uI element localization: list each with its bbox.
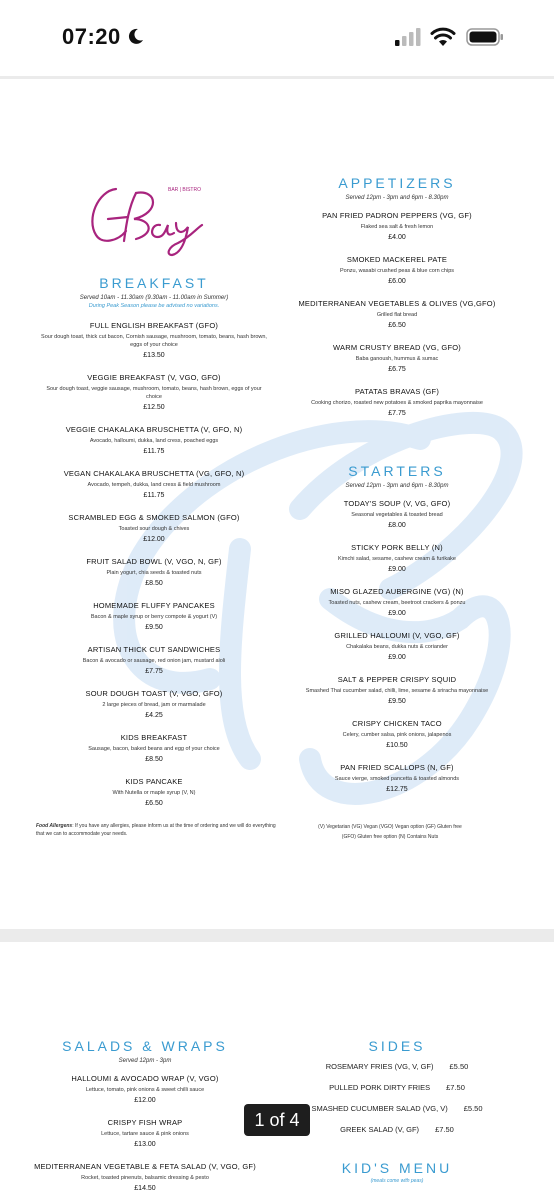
menu-item [30, 645, 278, 675]
salads-served: Served 12pm - 3pm [118, 1058, 172, 1064]
item-name: STICKY PORK BELLY (N) [351, 543, 443, 552]
item-desc: Flaked sea salt & fresh lemon [360, 224, 434, 230]
allergen-notice [36, 822, 276, 838]
kids-menu-note: (meals come with peas) [370, 1178, 424, 1184]
breakfast-section [30, 275, 278, 807]
side-price: £5.50 [463, 1104, 483, 1113]
allergen-text: : If you have any allergies, please inform us at the time of ordering and we will do everything that we can to accommodate your needs. [36, 823, 276, 837]
item-price: £8.50 [145, 580, 163, 587]
item-price: £13.50 [143, 352, 165, 359]
menu-item [272, 587, 522, 617]
menu-item [272, 631, 522, 661]
item-desc: Celery, cumber salsa, pink onions, jalapenos [342, 732, 452, 738]
item-desc: Toasted nuts, cashew cream, beetroot crackers & ponzu [328, 600, 466, 606]
item-desc: Toasted sour dough & chives [118, 526, 190, 532]
item-price: £12.00 [134, 1097, 156, 1104]
salads-title: SALADS & WRAPS [62, 1038, 228, 1054]
item-name: VEGGIE CHAKALAKA BRUSCHETTA (V, GFO, N) [65, 425, 243, 434]
side-item [290, 1083, 504, 1092]
item-price: £6.50 [388, 322, 406, 329]
item-name: PATATAS BRAVAS (GF) [354, 387, 440, 396]
item-name: TODAY'S SOUP (V, VG, GFO) [343, 499, 451, 508]
item-desc: Smashed Thai cucumber salad, chilli, lime, sesame & sriracha mayonnaise [305, 688, 489, 694]
status-bar [0, 0, 554, 76]
item-desc: Rocket, toasted pinenuts, balsamic dressing & pesto [81, 1175, 209, 1181]
item-price: £7.75 [388, 410, 406, 417]
item-name: PAN FRIED PADRON PEPPERS (VG, GF) [322, 211, 472, 220]
menu-item [30, 601, 278, 631]
item-price: £12.75 [386, 786, 408, 793]
starters-title: STARTERS [348, 463, 446, 479]
side-item [290, 1104, 504, 1113]
menu-item [20, 1162, 270, 1192]
item-name: HALLOUMI & AVOCADO WRAP (V, VGO) [71, 1074, 219, 1083]
item-price: £14.50 [134, 1185, 156, 1192]
item-desc: Sour dough toast, thick cut bacon, Cornish sausage, mushroom, tomato, beans, hash brown, eggs of your choice [41, 334, 267, 348]
menu-item [272, 543, 522, 573]
menu-item [272, 211, 522, 241]
salads-section [20, 1038, 270, 1192]
side-name: PULLED PORK DIRTY FRIES [329, 1083, 431, 1092]
item-name: GRILLED HALLOUMI (V, VGO, GF) [334, 631, 460, 640]
menu-item [30, 425, 278, 455]
menu-item [30, 557, 278, 587]
item-desc: Lettuce, tomato, pink onions & sweet chilli sauce [85, 1087, 205, 1093]
item-name: PAN FRIED SCALLOPS (N, GF) [340, 763, 454, 772]
menu-page-1 [0, 79, 554, 929]
item-name: MEDITERRANEAN VEGETABLES & OLIVES (VG,GFO) [298, 299, 496, 308]
breakfast-note: During Peak Season please be advised no variations. [88, 303, 220, 309]
item-price: £13.00 [134, 1141, 156, 1148]
item-desc: Cooking chorizo, roasted new potatoes & smoked paprika mayonnaise [311, 400, 483, 406]
item-desc: Sauce vierge, smoked pancetta & toasted almonds [334, 776, 460, 782]
menu-item [20, 1118, 270, 1148]
menu-item [272, 299, 522, 329]
moon-icon [127, 27, 145, 45]
menu-item [272, 675, 522, 705]
item-price: £8.50 [145, 756, 163, 763]
menu-item [20, 1074, 270, 1104]
allergen-label: Food Allergens [36, 823, 73, 829]
item-desc: Seasonal vegetables & toasted bread [351, 512, 443, 518]
menu-item [30, 733, 278, 763]
starters-section [272, 463, 522, 793]
breakfast-served: Served 10am - 11.30am (9.30am - 11.00am in Summer) [79, 295, 229, 301]
item-name: ARTISAN THICK CUT SANDWICHES [87, 645, 221, 654]
item-price: £6.75 [388, 366, 406, 373]
item-name: CRISPY CHICKEN TACO [352, 719, 442, 728]
kids-menu-title: KID'S MENU [341, 1160, 453, 1176]
menu-item [30, 777, 278, 807]
item-price: £9.00 [388, 654, 406, 661]
item-desc: Avocado, tempeh, dukka, land cress & field mushroom [87, 482, 221, 488]
item-desc: Sour dough toast, veggie sausage, mushroom, tomato, beans, hash brown, eggs of your choice [46, 386, 262, 400]
sides-title: SIDES [368, 1038, 426, 1054]
logo-tagline: BAR | BISTRO [168, 187, 201, 193]
item-name: SMOKED MACKEREL PATE [346, 255, 448, 264]
item-price: £4.00 [388, 234, 406, 241]
status-time: 07:20 [62, 24, 121, 49]
item-desc: Kimchi salad, sesame, cashew cream & furikake [338, 556, 456, 562]
item-desc: Baba ganoush, hummus & sumac [355, 356, 439, 362]
item-desc: Ponzu, wasabi crushed peas & blue corn chips [339, 268, 455, 274]
side-item [290, 1062, 504, 1071]
item-name: HOMEMADE FLUFFY PANCAKES [93, 601, 215, 610]
item-price: £6.50 [145, 800, 163, 807]
item-desc: Avocado, halloumi, dukka, land cress, poached eggs [89, 438, 219, 444]
item-name: FRUIT SALAD BOWL (V, VGO, N, GF) [86, 557, 222, 566]
legend-line-1: (V) Vegetarian (VG) Vegan (VGO) Vegan option (GF) Gluten free [318, 824, 462, 830]
item-desc: 2 large pieces of bread, jam or marmalade [102, 702, 206, 708]
item-name: VEGAN CHAKALAKA BRUSCHETTA (VG, GFO, N) [63, 469, 245, 478]
item-price: £9.50 [388, 698, 406, 705]
item-name: SCRAMBLED EGG & SMOKED SALMON (GFO) [68, 513, 240, 522]
item-name: KIDS PANCAKE [125, 777, 183, 786]
side-name: GREEK SALAD (V, GF) [340, 1125, 420, 1134]
item-price: £9.00 [388, 610, 406, 617]
item-price: £10.50 [386, 742, 408, 749]
menu-item [30, 373, 278, 411]
item-price: £7.75 [145, 668, 163, 675]
item-price: £4.25 [145, 712, 163, 719]
item-name: CRISPY FISH WRAP [107, 1118, 183, 1127]
sides-section [290, 1038, 504, 1184]
menu-item [272, 387, 522, 417]
side-name: ROSEMARY FRIES (VG, V, GF) [325, 1062, 434, 1071]
battery-icon [466, 28, 504, 46]
side-price: £7.50 [435, 1125, 454, 1134]
breakfast-title: BREAKFAST [99, 275, 209, 291]
menu-item [272, 763, 522, 793]
item-price: £6.00 [388, 278, 406, 285]
side-price: £5.50 [449, 1062, 469, 1071]
item-price: £9.50 [145, 624, 163, 631]
item-name: SALT & PEPPER CRISPY SQUID [337, 675, 457, 684]
appetizers-title: APPETIZERS [338, 175, 456, 191]
appetizers-section [272, 175, 522, 417]
side-item [290, 1125, 504, 1134]
menu-item [272, 719, 522, 749]
cellular-signal-icon [395, 28, 421, 46]
menu-item [272, 499, 522, 529]
side-name: SMASHED CUCUMBER SALAD (VG, V) [311, 1104, 448, 1113]
item-price: £11.75 [143, 492, 165, 499]
menu-item [272, 255, 522, 285]
item-name: VEGGIE BREAKFAST (V, VGO, GFO) [87, 373, 221, 382]
page-indicator: 1 of 4 [244, 1104, 310, 1136]
menu-item [30, 321, 278, 359]
item-price: £11.75 [143, 448, 165, 455]
menu-item [30, 469, 278, 499]
item-desc: Sausage, bacon, baked beans and egg of your choice [88, 746, 220, 752]
item-name: SOUR DOUGH TOAST (V, VGO, GFO) [85, 689, 223, 698]
item-price: £12.50 [143, 404, 165, 411]
appetizers-served: Served 12pm - 3pm and 6pm - 8.30pm [345, 195, 449, 201]
item-desc: With Nutella or maple syrup (V, N) [112, 790, 196, 796]
side-price: £7.50 [446, 1083, 465, 1092]
item-desc: Plain yogurt, chia seeds & toasted nuts [106, 570, 202, 576]
item-desc: Bacon & maple syrup or berry compote & yogurt (V) [90, 614, 218, 620]
item-name: MEDITERRANEAN VEGETABLE & FETA SALAD (V, VGO, GF) [34, 1162, 256, 1171]
item-price: £12.00 [143, 536, 165, 543]
item-price: £9.00 [388, 566, 406, 573]
wifi-icon [430, 27, 456, 47]
menu-item [30, 513, 278, 543]
item-desc: Lettuce, tartare sauce & pink onions [101, 1131, 189, 1137]
menu-item [30, 689, 278, 719]
item-desc: Bacon & avocado or sausage, red onion jam, mustard aioli [82, 658, 226, 664]
item-name: KIDS BREAKFAST [120, 733, 188, 742]
item-price: £8.00 [388, 522, 406, 529]
brand-logo [78, 179, 208, 259]
item-name: MISO GLAZED AUBERGINE (VG) (N) [330, 587, 464, 596]
item-name: WARM CRUSTY BREAD (VG, GFO) [333, 343, 461, 352]
dietary-legend [280, 822, 500, 842]
legend-line-2: (GFO) Gluten free option (N) Contains Nuts [341, 834, 439, 840]
menu-item [272, 343, 522, 373]
item-desc: Grilled flat bread [376, 312, 418, 318]
menu-page-2 [0, 942, 554, 1200]
item-desc: Chakalaka beans, dukka nuts & coriander [346, 644, 448, 650]
item-name: FULL ENGLISH BREAKFAST (GFO) [89, 321, 219, 330]
starters-served: Served 12pm - 3pm and 6pm - 8.30pm [345, 483, 449, 489]
